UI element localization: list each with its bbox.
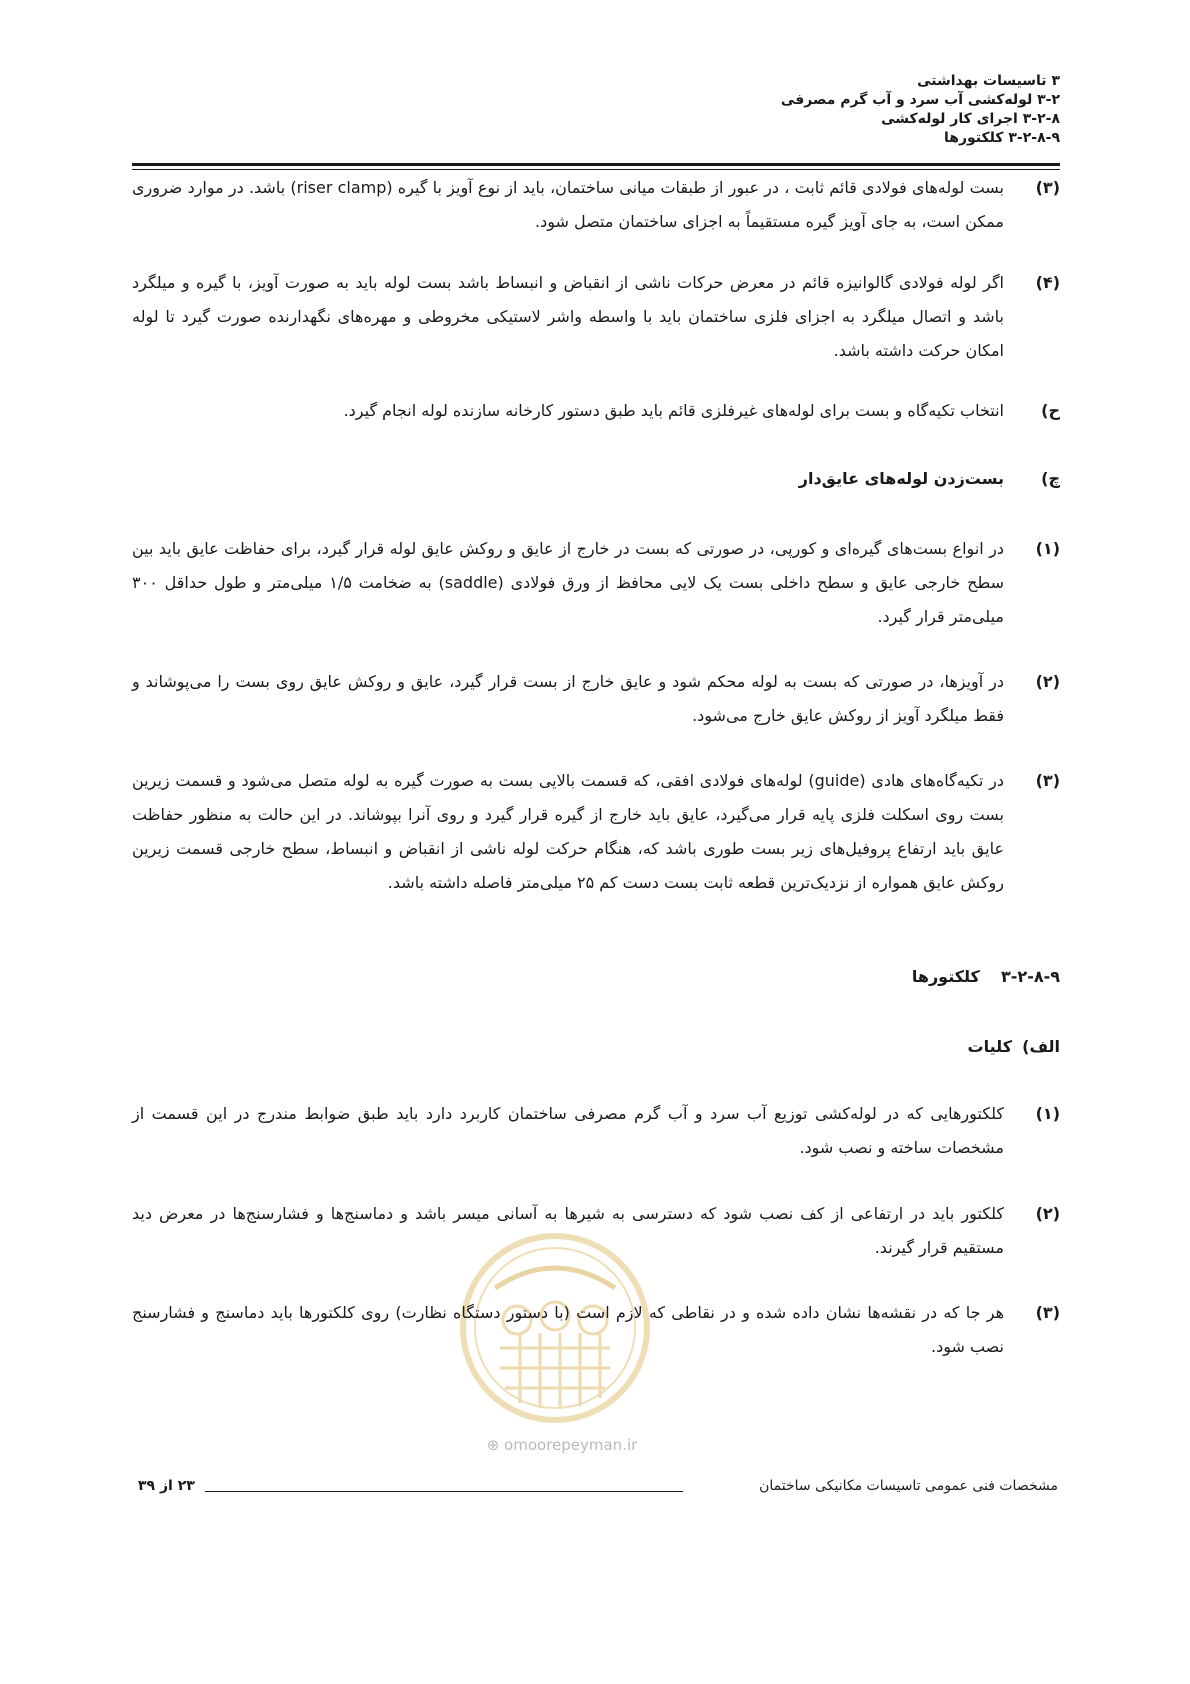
footer-title: مشخصات فنی عمومی تاسیسات مکانیکی ساختمان: [759, 1478, 1058, 1494]
item-number: (۴): [1035, 273, 1060, 292]
paragraph-block: [132, 665, 1060, 733]
list-item: [140, 1030, 1060, 1064]
page-header: [160, 72, 1060, 148]
header-divider-thick: [132, 163, 1060, 166]
list-item: [132, 1296, 1060, 1364]
item-text: انتخاب تکیه‌گاه و بست برای لوله‌های غیرفلزی قائم باید طبق دستور کارخانه سازنده لوله انجام گیرد.: [343, 401, 1004, 420]
list-item: [132, 462, 1060, 496]
list-item: [132, 1097, 1060, 1165]
header-section: ۳-۲ لوله‌کشی آب سرد و آب گرم مصرفی: [780, 92, 1060, 108]
list-item: [132, 532, 1060, 634]
item-number: الف): [1022, 1037, 1060, 1056]
subheading-block: [132, 462, 1060, 496]
paragraph-block: [132, 394, 1060, 428]
item-number: (۲): [1035, 672, 1060, 691]
list-item: [132, 665, 1060, 733]
section-number: ۳-۲-۸-۹: [1001, 967, 1060, 986]
item-number: (۱): [1035, 539, 1060, 558]
section-title: کلکتورها: [911, 967, 980, 986]
item-text: در آویزها، در صورتی که بست به لوله محکم شود و عایق خارج از بست قرار گیرد، عایق و روکش عایق روی بست را می‌پوشاند و فقط میلگرد آویز از روکش عایق خارج می‌شود.: [132, 672, 1004, 725]
subheading-text: بست‌زدن لوله‌های عایق‌دار: [798, 469, 1004, 488]
item-number: چ): [1041, 469, 1060, 488]
section-heading: [912, 962, 1060, 992]
list-item: [132, 394, 1060, 428]
header-divider-thin: [132, 169, 1060, 170]
paragraph-block: [132, 1296, 1060, 1364]
item-text: کلکتورهایی که در لوله‌کشی توزیع آب سرد و آب گرم مصرفی ساختمان کاربرد دارد باید طبق ضوابط مندرج در این قسمت از مشخصات ساخته و نصب شود.: [132, 1104, 1004, 1157]
subheading-text: کلیات: [967, 1037, 1012, 1056]
item-number: (۳): [1035, 178, 1060, 197]
item-text: هر جا که در نقشه‌ها نشان داده شده و در نقاطی که لازم است (با دستور دستگاه نظارت) روی کلکتورها باید دماسنج و فشارسنج نصب شود.: [132, 1303, 1004, 1356]
list-item: [132, 266, 1060, 368]
header-topic: ۳-۲-۸-۹ کلکتورها: [943, 130, 1060, 146]
paragraph-block: [132, 1097, 1060, 1165]
item-text: در تکیه‌گاه‌های هادی (guide) لوله‌های فولادی افقی، که قسمت بالایی بست به صورت گیره به لوله متصل می‌شود و قسمت زیرین بست روی اسکلت فلزی پایه قرار می‌گیرد، عایق باید خارج از گیره قرار گیرد و روی آنرا بپوشاند. در این حالت به منظور حفاظت عایق باید ارتفاع پروفیل‌های زیر بست طوری باشد که، هنگام حرکت لوله ناشی از انقباض و انبساط، سطح خارجی قسمت زیرین روکش عایق همواره از نزدیک‌ترین قطعه ثابت بست دست کم ۲۵ میلی‌متر فاصله داشته باشد.: [132, 771, 1005, 892]
paragraph-block: [132, 532, 1060, 634]
item-text: در انواع بست‌های گیره‌ای و کورپی، در صورتی که بست در خارج از عایق و روکش عایق لوله قرار گیرد، برای حفاظت عایق باید بین سطح خارجی عایق و سطح داخلی بست یک لایی محافظ از ورق فولادی (saddle) به ضخامت ۱/۵ میلی‌متر و طول حداقل ۳۰۰ میلی‌متر قرار گیرد.: [132, 539, 1004, 626]
subheading-block: [140, 1030, 1060, 1064]
paragraph-block: [132, 171, 1060, 239]
item-text: کلکتور باید در ارتفاعی از کف نصب شود که دسترسی به شیرها به آسانی میسر باشد و دماسنج‌ها و فشارسنج‌ها در معرض دید مستقیم قرار گیرند.: [132, 1204, 1004, 1257]
footer-divider: [205, 1491, 683, 1492]
header-chapter: ۳ تاسیسات بهداشتی: [917, 73, 1060, 89]
watermark-site-text: [462, 1436, 662, 1454]
watermark-url: omoorepeyman.ir: [504, 1436, 638, 1454]
page-number: ۲۳ از ۳۹: [138, 1478, 195, 1494]
item-text: بست لوله‌های فولادی قائم ثابت ، در عبور از طبقات میانی ساختمان، باید از نوع آویز با گیره (riser clamp) باشد. در موارد ضروری ممکن است، به جای آویز گیره مستقیماً به اجزای ساختمان متصل شود.: [132, 178, 1005, 231]
item-number: (۲): [1035, 1204, 1060, 1223]
paragraph-block: [132, 266, 1060, 368]
header-subsection: ۳-۲-۸ اجرای کار لوله‌کشی: [881, 111, 1060, 127]
item-number: (۳): [1035, 1303, 1060, 1322]
item-text: اگر لوله فولادی گالوانیزه قائم در معرض حرکات ناشی از انقباض و انبساط باشد بست لوله باید به صورت آویز، با گیره و میلگرد باشد و اتصال میلگرد به اجزای فلزی ساختمان باید با واسطه واشر لاستیکی مخروطی و مهره‌های نگهدارنده صورت گیرد تا لوله امکان حرکت داشته باشد.: [132, 273, 1004, 360]
list-item: [132, 171, 1060, 239]
paragraph-block: [132, 764, 1060, 900]
item-number: ح): [1041, 401, 1060, 420]
list-item: [132, 764, 1060, 900]
globe-icon: ⊕: [486, 1436, 500, 1454]
item-number: (۳): [1035, 771, 1060, 790]
item-number: (۱): [1035, 1104, 1060, 1123]
